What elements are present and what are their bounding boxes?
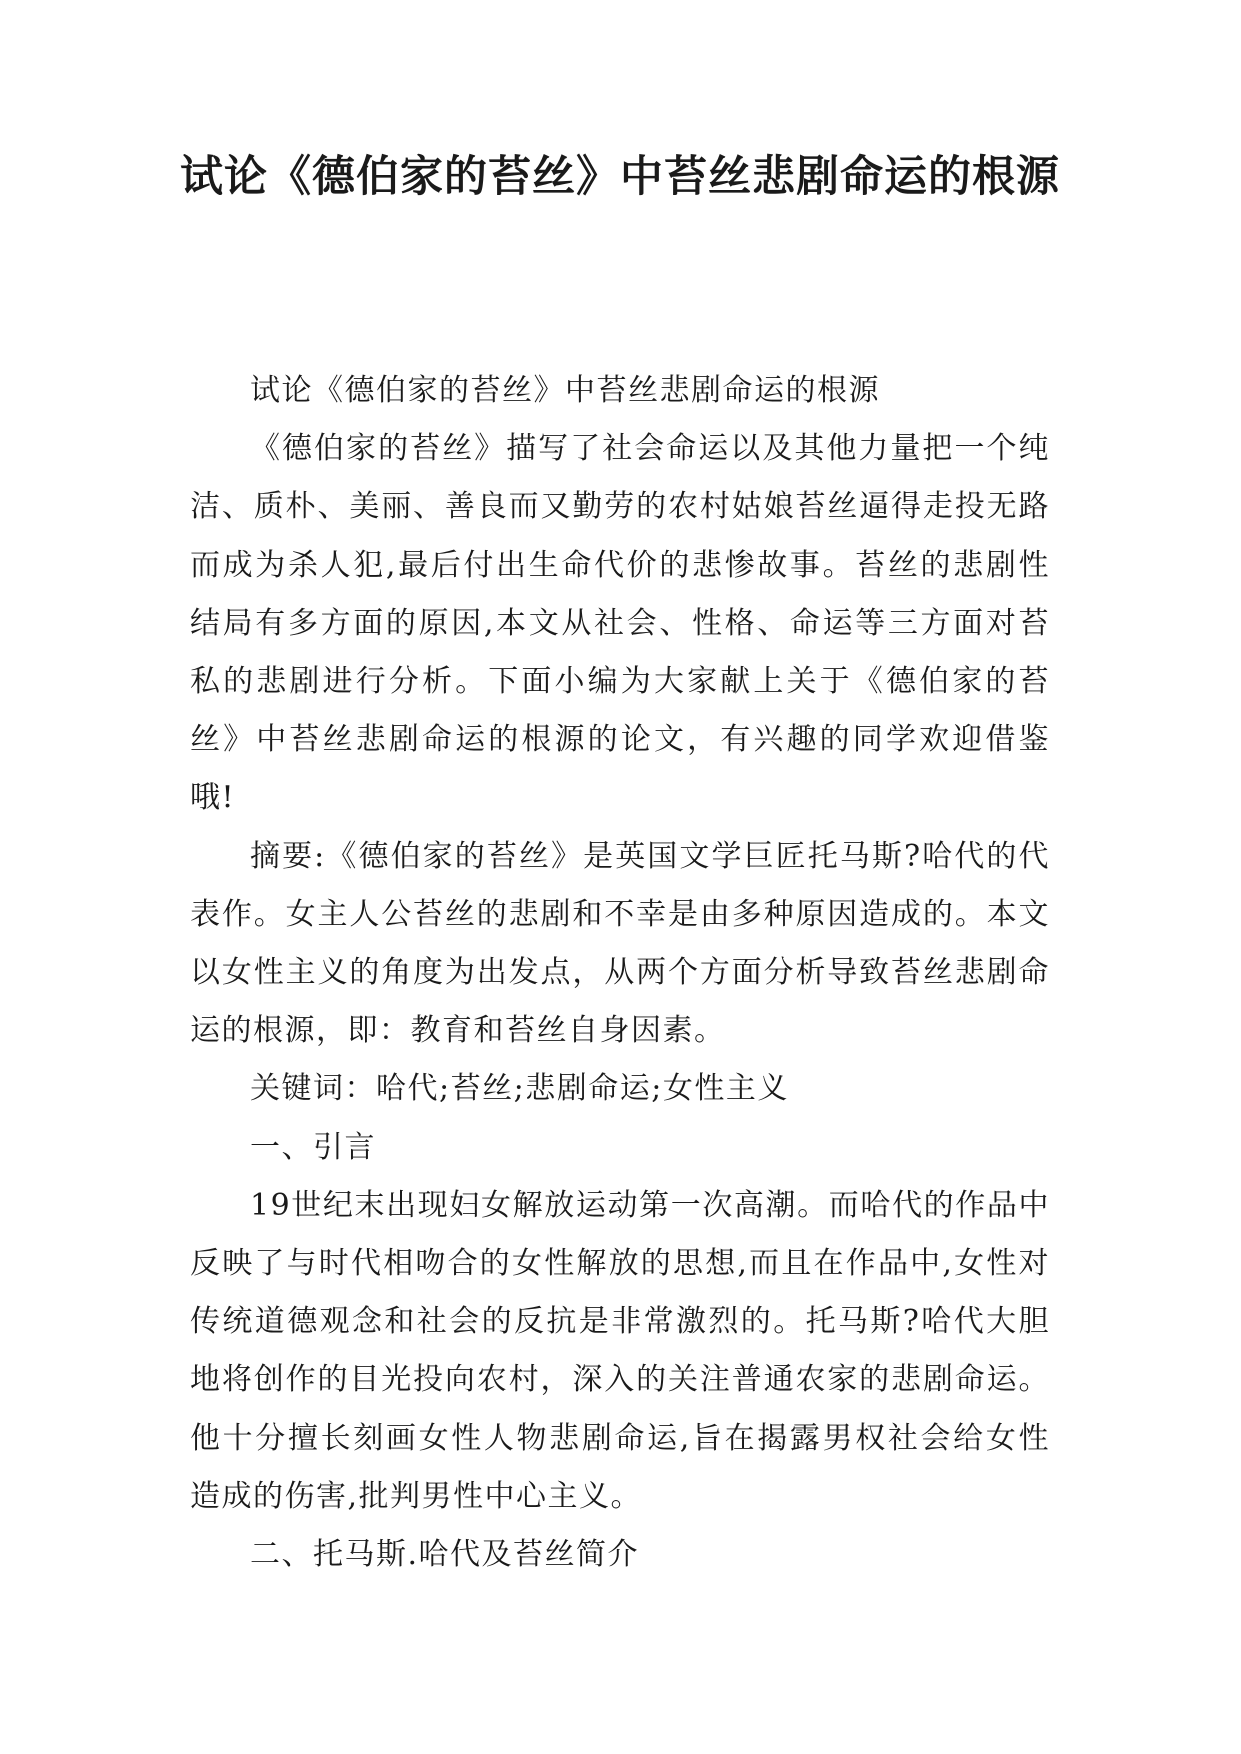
paragraph-keywords: 关键词：哈代;苔丝;悲剧命运;女性主义 <box>250 1071 789 1107</box>
document-title: 试论《德伯家的苔丝》中苔丝悲剧命运的根源 <box>180 152 1060 202</box>
paragraph-abstract: 摘要:《德伯家的苔丝》是英国文学巨匠托马斯?哈代的代表作。女主人公苔丝的悲剧和不幸是由多种原因造成的。本文以女性主义的角度为出发点，从两个方面分析导致苔丝悲剧命运的根源，即：教育和苔丝自身因素。 <box>190 838 1050 1049</box>
paragraph-section-1: 19世纪末出现妇女解放运动第一次高潮。而哈代的作品中反映了与时代相吻合的女性解放的思想,而且在作品中,女性对传统道德观念和社会的反抗是非常激烈的。托马斯?哈代大胆地将创作的目光投向农村，深入的关注普通农家的悲剧命运。他十分擅长刻画女性人物悲剧命运,旨在揭露男权社会给女性造成的伤害,批判男性中心主义。 <box>190 1187 1050 1514</box>
section-heading-1: 一、引言 <box>250 1129 376 1165</box>
document-body <box>190 362 1050 1584</box>
section-heading-2: 二、托马斯.哈代及苔丝简介 <box>250 1537 640 1573</box>
paragraph-introduction: 《德伯家的苔丝》描写了社会命运以及其他力量把一个纯洁、质朴、美丽、善良而又勤劳的农村姑娘苔丝逼得走投无路而成为杀人犯,最后付出生命代价的悲惨故事。苔丝的悲剧性结局有多方面的原因,本文从社会、性格、命运等三方面对苔私的悲剧进行分析。下面小编为大家献上关于《德伯家的苔丝》中苔丝悲剧命运的根源的论文，有兴趣的同学欢迎借鉴哦! <box>190 431 1050 816</box>
paragraph-subtitle: 试论《德伯家的苔丝》中苔丝悲剧命运的根源 <box>250 373 880 408</box>
